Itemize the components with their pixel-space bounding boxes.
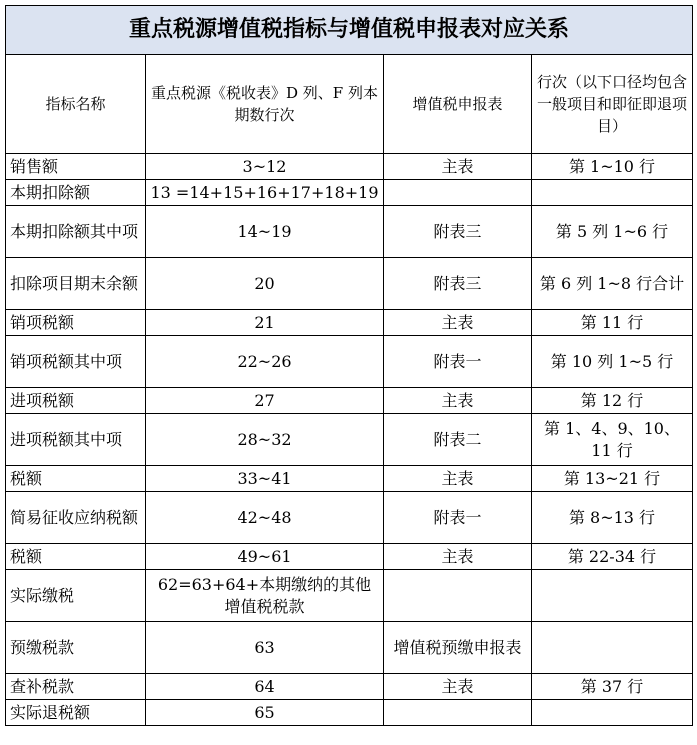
form-cell: 主表 bbox=[384, 154, 532, 180]
row-numbers-cell: 13 =14+15+16+17+18+19 bbox=[146, 180, 384, 206]
form-cell: 增值税预缴申报表 bbox=[384, 622, 532, 674]
form-cell: 附表三 bbox=[384, 206, 532, 258]
indicator-name-cell: 销项税额 bbox=[6, 310, 146, 336]
line-cell bbox=[532, 180, 693, 206]
form-cell: 主表 bbox=[384, 674, 532, 700]
indicator-name-cell: 销售额 bbox=[6, 154, 146, 180]
table-row bbox=[6, 336, 693, 388]
mapping-table bbox=[5, 5, 693, 726]
row-numbers-cell: 21 bbox=[146, 310, 384, 336]
line-cell: 第 13~21 行 bbox=[532, 466, 693, 492]
indicator-name-cell: 本期扣除额其中项 bbox=[6, 206, 146, 258]
table-row bbox=[6, 414, 693, 466]
table-row bbox=[6, 570, 693, 622]
indicator-name-cell: 进项税额其中项 bbox=[6, 414, 146, 466]
row-numbers-cell: 20 bbox=[146, 258, 384, 310]
indicator-name-cell: 扣除项目期末余额 bbox=[6, 258, 146, 310]
form-cell bbox=[384, 700, 532, 726]
row-numbers-cell: 63 bbox=[146, 622, 384, 674]
table-row bbox=[6, 700, 693, 726]
table-row bbox=[6, 388, 693, 414]
table-row bbox=[6, 206, 693, 258]
line-cell bbox=[532, 622, 693, 674]
form-cell: 附表二 bbox=[384, 414, 532, 466]
indicator-name-cell: 税额 bbox=[6, 544, 146, 570]
form-cell: 附表一 bbox=[384, 336, 532, 388]
row-numbers-cell: 14~19 bbox=[146, 206, 384, 258]
indicator-name-cell: 实际缴税 bbox=[6, 570, 146, 622]
title-row bbox=[6, 6, 693, 55]
form-cell: 主表 bbox=[384, 388, 532, 414]
line-cell: 第 6 列 1~8 行合计 bbox=[532, 258, 693, 310]
row-numbers-cell: 33~41 bbox=[146, 466, 384, 492]
table-row bbox=[6, 258, 693, 310]
indicator-name-cell: 税额 bbox=[6, 466, 146, 492]
line-cell: 第 22-34 行 bbox=[532, 544, 693, 570]
form-cell: 主表 bbox=[384, 310, 532, 336]
indicator-name-cell: 实际退税额 bbox=[6, 700, 146, 726]
row-numbers-cell: 27 bbox=[146, 388, 384, 414]
indicator-name-cell: 预缴税款 bbox=[6, 622, 146, 674]
row-numbers-cell: 3~12 bbox=[146, 154, 384, 180]
form-cell: 附表三 bbox=[384, 258, 532, 310]
table-row bbox=[6, 674, 693, 700]
header-row bbox=[6, 55, 693, 154]
form-cell bbox=[384, 180, 532, 206]
indicator-name-cell: 查补税款 bbox=[6, 674, 146, 700]
table-row bbox=[6, 492, 693, 544]
line-cell bbox=[532, 700, 693, 726]
line-cell: 第 5 列 1~6 行 bbox=[532, 206, 693, 258]
table-row bbox=[6, 154, 693, 180]
line-cell: 第 8~13 行 bbox=[532, 492, 693, 544]
line-cell: 第 37 行 bbox=[532, 674, 693, 700]
row-numbers-cell: 62=63+64+本期缴纳的其他增值税税款 bbox=[146, 570, 384, 622]
line-cell: 第 10 列 1~5 行 bbox=[532, 336, 693, 388]
table-row bbox=[6, 544, 693, 570]
row-numbers-cell: 64 bbox=[146, 674, 384, 700]
row-numbers-cell: 28~32 bbox=[146, 414, 384, 466]
header-row-numbers: 重点税源《税收表》D 列、F 列本期数行次 bbox=[146, 55, 384, 154]
form-cell: 附表一 bbox=[384, 492, 532, 544]
header-line-numbers: 行次（以下口径均包含一般项目和即征即退项目） bbox=[532, 55, 693, 154]
row-numbers-cell: 49~61 bbox=[146, 544, 384, 570]
header-indicator-name: 指标名称 bbox=[6, 55, 146, 154]
line-cell bbox=[532, 570, 693, 622]
form-cell: 主表 bbox=[384, 544, 532, 570]
table-row bbox=[6, 622, 693, 674]
header-vat-form: 增值税申报表 bbox=[384, 55, 532, 154]
form-cell bbox=[384, 570, 532, 622]
table-title: 重点税源增值税指标与增值税申报表对应关系 bbox=[6, 6, 693, 55]
row-numbers-cell: 42~48 bbox=[146, 492, 384, 544]
line-cell: 第 11 行 bbox=[532, 310, 693, 336]
table-row bbox=[6, 310, 693, 336]
indicator-name-cell: 销项税额其中项 bbox=[6, 336, 146, 388]
row-numbers-cell: 22~26 bbox=[146, 336, 384, 388]
row-numbers-cell: 65 bbox=[146, 700, 384, 726]
table-row bbox=[6, 466, 693, 492]
line-cell: 第 12 行 bbox=[532, 388, 693, 414]
indicator-name-cell: 本期扣除额 bbox=[6, 180, 146, 206]
indicator-name-cell: 进项税额 bbox=[6, 388, 146, 414]
indicator-name-cell: 简易征收应纳税额 bbox=[6, 492, 146, 544]
line-cell: 第 1~10 行 bbox=[532, 154, 693, 180]
form-cell: 主表 bbox=[384, 466, 532, 492]
line-cell: 第 1、4、9、10、11 行 bbox=[532, 414, 693, 466]
table-row bbox=[6, 180, 693, 206]
